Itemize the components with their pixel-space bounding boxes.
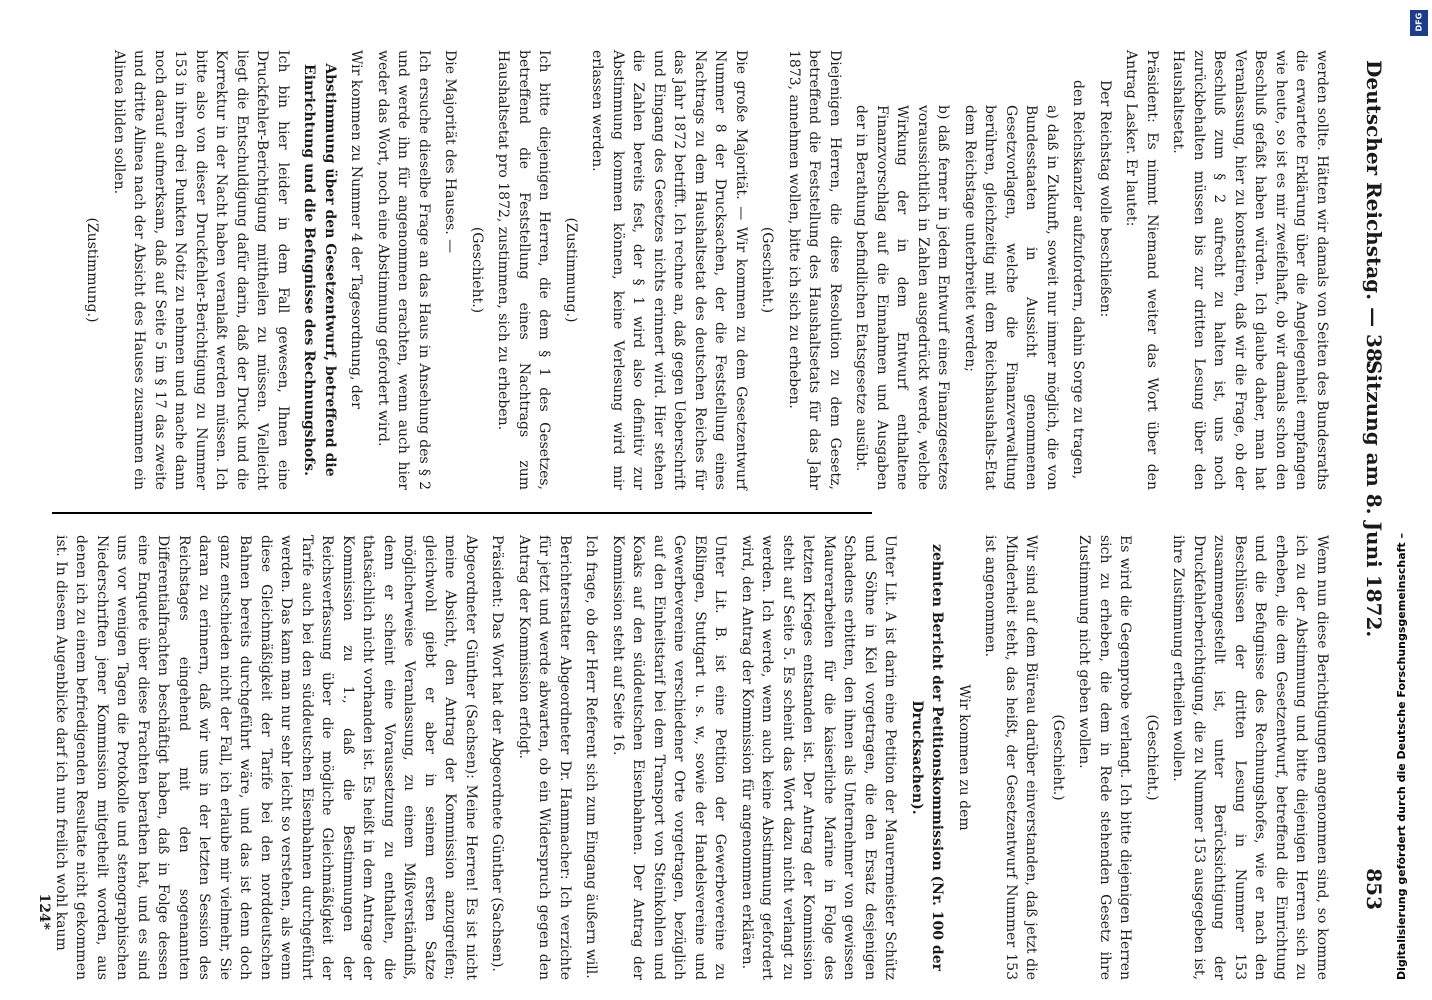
section-heading: zehnten Bericht der Petitionskommission (Nr. 100 der Drucksachen). bbox=[909, 544, 946, 971]
paragraph: (Geschieht.) bbox=[759, 226, 776, 314]
paragraph: Präsident: Das Wort hat der Abgeordnete Günther (Sachsen). bbox=[489, 535, 506, 972]
paragraph: Diejenigen Herren, die diese Resolution zu dem Gesetz, betreffend die Feststellung des Haushaltsetats für das Jahr 1873, annehmen wollen, bitte ich sich zu erheben. bbox=[786, 50, 843, 490]
page-number: 853 bbox=[1362, 868, 1386, 910]
paragraph: a) daß in Zukunft, soweit nur immer möglich, die von Bundesstaaten in Aussicht genommenen Gesetzvorlagen, welche die Finanzverwaltung berühren, gleichzeitig mit dem Reichshaushalts-Etat dem Reichstage unterbreitet werden; bbox=[962, 105, 1060, 490]
paragraph: den Reichskanzler aufzufordern, dahin Sorge zu tragen, bbox=[1070, 80, 1087, 480]
paragraph: Wir sind auf dem Büreau darüber einverstanden, daß jetzt die Minderheit steht, das heißt, der Gesetzentwurf Nummer 153 ist angenommen. bbox=[982, 535, 1040, 980]
paragraph: werden sollte. Hätten wir damals von Seiten des Bundesraths die erwartete Erklärung über die Angelegenheit empfangen wie heute, so ist es mir zweifelhaft, ob wir damals schon den Beschluß gefaßt haben würden. Ich glaube daher, man hat Veranlassung, hier zu konstatiren, daß wir die Frage, ob der Beschluß zum § 2 aufrecht zu halten ist, uns noch zurückbehalten müssen bis zur dritten Lesung über den Haushaltsetat. bbox=[1170, 50, 1330, 490]
paragraph: Abgeordneter Günther (Sachsen): Meine Herren! Es ist nicht meine Absicht, den Antrag der Kommission anzugreifen; gleichwohl giebt er aber in seinem ersten Satze möglicherweise Veranlassung, zu einem Mißverständniß, denn er scheint eine Voraussetzung zu enthalten, die thatsächlich nicht vorhanden ist. Es heißt in dem Antrage der Kommission zu 1., daß die Bestimmungen der Reichsverfassung über die mögliche Gleichmäßigkeit der Tarife auch bei den süddeutschen Eisenbahnen durchgeführt werden. Das kann man nur sehr leicht so verstehen, als wenn diese Gleichmäßigkeit der Tarife bei den norddeutschen Bahnen bereits durchgeführt wäre, und das ist denn doch ganz entschieden nicht der Fall, ich erlaube mir vielmehr, Sie daran zu erinnern, daß wir uns in der letzten Session des Reichstages eingehend mit den sogenannten Differentialfrachten beschäftigt haben, daß in Folge dessen eine Enquete über diese Frachten berathen hat, und es sind uns vor wenigen Tagen die Protokolle und stenographischen Niederschriften jener Kommission mitgetheilt worden, aus denen ich zu einem befriedigenden Resultate nicht gekommen ist. In diesem Augenblicke darf ich nun freilich wohl kaum bbox=[53, 535, 479, 981]
header-center: Sitzung am 8. Juni 1872. bbox=[1362, 360, 1386, 638]
paragraph: (Geschieht.) bbox=[1144, 714, 1160, 801]
paragraph: (Geschieht.) bbox=[469, 226, 485, 314]
watermark-text: Digitalisierung gefördert durch die Deutsche Forschungsgemeinschaft – bbox=[1395, 533, 1408, 980]
paragraph: Die große Majorität. — Wir kommen zu dem Gesetzentwurf Nummer 8 der Drucksachen, der die Feststellung eines Nachtrags zu dem Haushaltsetat des deutschen Reiches für das Jahr 1872 betrifft. Ich rechne an, daß gegen Ueberschrift und Eingang des Gesetzes nichts erinnert wird. Hier stehen die Zahlen bereits fest, der § 1 wird also definitiv zur Abstimmung kommen können, keine Verlesung wird mir erlassen werden. bbox=[589, 50, 749, 490]
paragraph: Der Reichstag wolle beschließen: bbox=[1097, 80, 1113, 318]
paragraph: Es wird die Gegenprobe verlangt. Ich bitte diejenigen Herren sich zu erheben, die dem in Rede stehenden Gesetz ihre Zustimmung nicht geben wollen. bbox=[1076, 535, 1134, 980]
paragraph: (Zustimmung.) bbox=[84, 217, 101, 323]
signature-mark: 124* bbox=[36, 893, 52, 930]
paragraph: Unter Lit. B. ist eine Petition der Gewerbevereine zu Eßlingen, Stuttgart u. s. w., sowie der Handelsvereine und Gewerbevereine verschiedener Orte vorgetragen, bezüglich auf den Einheitstarif bei dem Transport von Steinkohlen und Koaks auf den süddeutschen Eisenbahnen. Der Antrag der Kommission steht auf Seite 16. bbox=[610, 535, 729, 980]
paragraph: Die Majorität des Hauses. — bbox=[442, 50, 459, 254]
paragraph: Ich ersuche dieselbe Frage an das Haus in Ansehung des § 2 und werde ihn für angenommen erachten, wenn auch hier weder das Wort, noch eine Abstimmung gefordert wird. bbox=[375, 50, 432, 490]
section-heading: Abstimmung über den Gesetzentwurf, betreffend die Einrichtung und die Befugnisse des Rechnungshofs. bbox=[301, 63, 338, 477]
paragraph: Ich bin hier leider in dem Fall gewesen, Ihnen eine Druckfehler-Berichtigung mittheilen zu müssen. Vielleicht liegt die Entschuldigung dafür darin, daß der Druck und die Korrektur in der Nacht haben veranlaßt werden müssen. Ich bitte also von dieser Druckfehler-Berichtigung zu Nummer 153 in ihren drei Punkten Notiz zu nehmen und mache dann noch darauf aufmerksam, daß auf Seite 5 im § 17 das zweite und dritte Alinea nach der Absicht des Hauses zusammen ein Alinea bilden sollen. bbox=[111, 50, 291, 490]
paragraph: (Zustimmung.) bbox=[563, 217, 579, 323]
paragraph: Wir kommen zu Nummer 4 der Tagesordnung, der bbox=[348, 50, 365, 409]
header-left: Deutscher Reichstag. — 38. bbox=[1362, 60, 1386, 369]
paragraph: Präsident: Es nimmt Niemand weiter das Wort über den Antrag Lasker. Er lautet: bbox=[1123, 50, 1160, 490]
paragraph: Wir kommen zu dem bbox=[956, 684, 972, 831]
paragraph: b) daß ferner in jedem Entwurf eines Finanzgesetzes voraussichtlich in Zahlen ausgedrückt werde, welche Wirkung der in dem Entwurf enthaltene Finanzvorschlag auf die Einnahmen und Ausgaben der in Berathung befindlichen Etatsgesetze ausübt. bbox=[853, 105, 952, 490]
left-column bbox=[76, 50, 1332, 490]
paragraph: Wenn nun diese Berichtigungen angenommen sind, so komme ich zu der Abstimmung und bitte diejenigen Herren sich zu erheben, die dem Gesetzentwurf, betreffend die Einrichtung und die Befugnisse des Rechnungshofes, wie er nach den Beschlüssen der dritten Lesung in Nummer 153 zusammengestellt ist, unter Berücksichtigung der Druckfehlerberichtigung, die zu Nummer 153 ausgegeben ist, ihre Zustimmung ertheilen wollen. bbox=[1170, 535, 1330, 980]
running-header bbox=[1352, 60, 1392, 910]
paragraph: Unter Lit. A ist darin eine Petition der Maurermeister Schütz und Söhne in Kiel vorgetragen, die den Ersatz desjenigen Schadens erbitten, den ihnen als Unternehmer von gewissen Maurerarbeiten für die kaiserliche Marine in Folge des letzten Krieges entstanden ist. Der Antrag der Kommission steht auf Seite 5. Es scheint das Wort dazu nicht verlangt zu werden. Ich werde, wenn auch keine Abstimmung gefordert wird, den Antrag der Kommission für angenommen erklären. bbox=[739, 535, 899, 980]
column-divider bbox=[52, 512, 872, 514]
paragraph: Ich bitte diejenigen Herren, die dem § 1 des Gesetzes, betreffend die Feststellung eines Nachtrags zum Haushaltsetat pro 1872, zustimmen, sich zu erheben. bbox=[495, 50, 553, 490]
dfg-logo-text: DFG bbox=[1414, 12, 1424, 32]
right-column bbox=[45, 535, 1333, 980]
paragraph: Ich frage, ob der Herr Referent sich zum Eingang äußern will. bbox=[583, 535, 600, 979]
paragraph: (Geschieht.) bbox=[1050, 714, 1066, 801]
paragraph: Berichterstatter Abgeordneter Dr. Hammacher: Ich verzichte für jetzt und werde abwarten, ob ein Widerspruch gegen den Antrag der Kommission erfolgt. bbox=[516, 535, 573, 980]
